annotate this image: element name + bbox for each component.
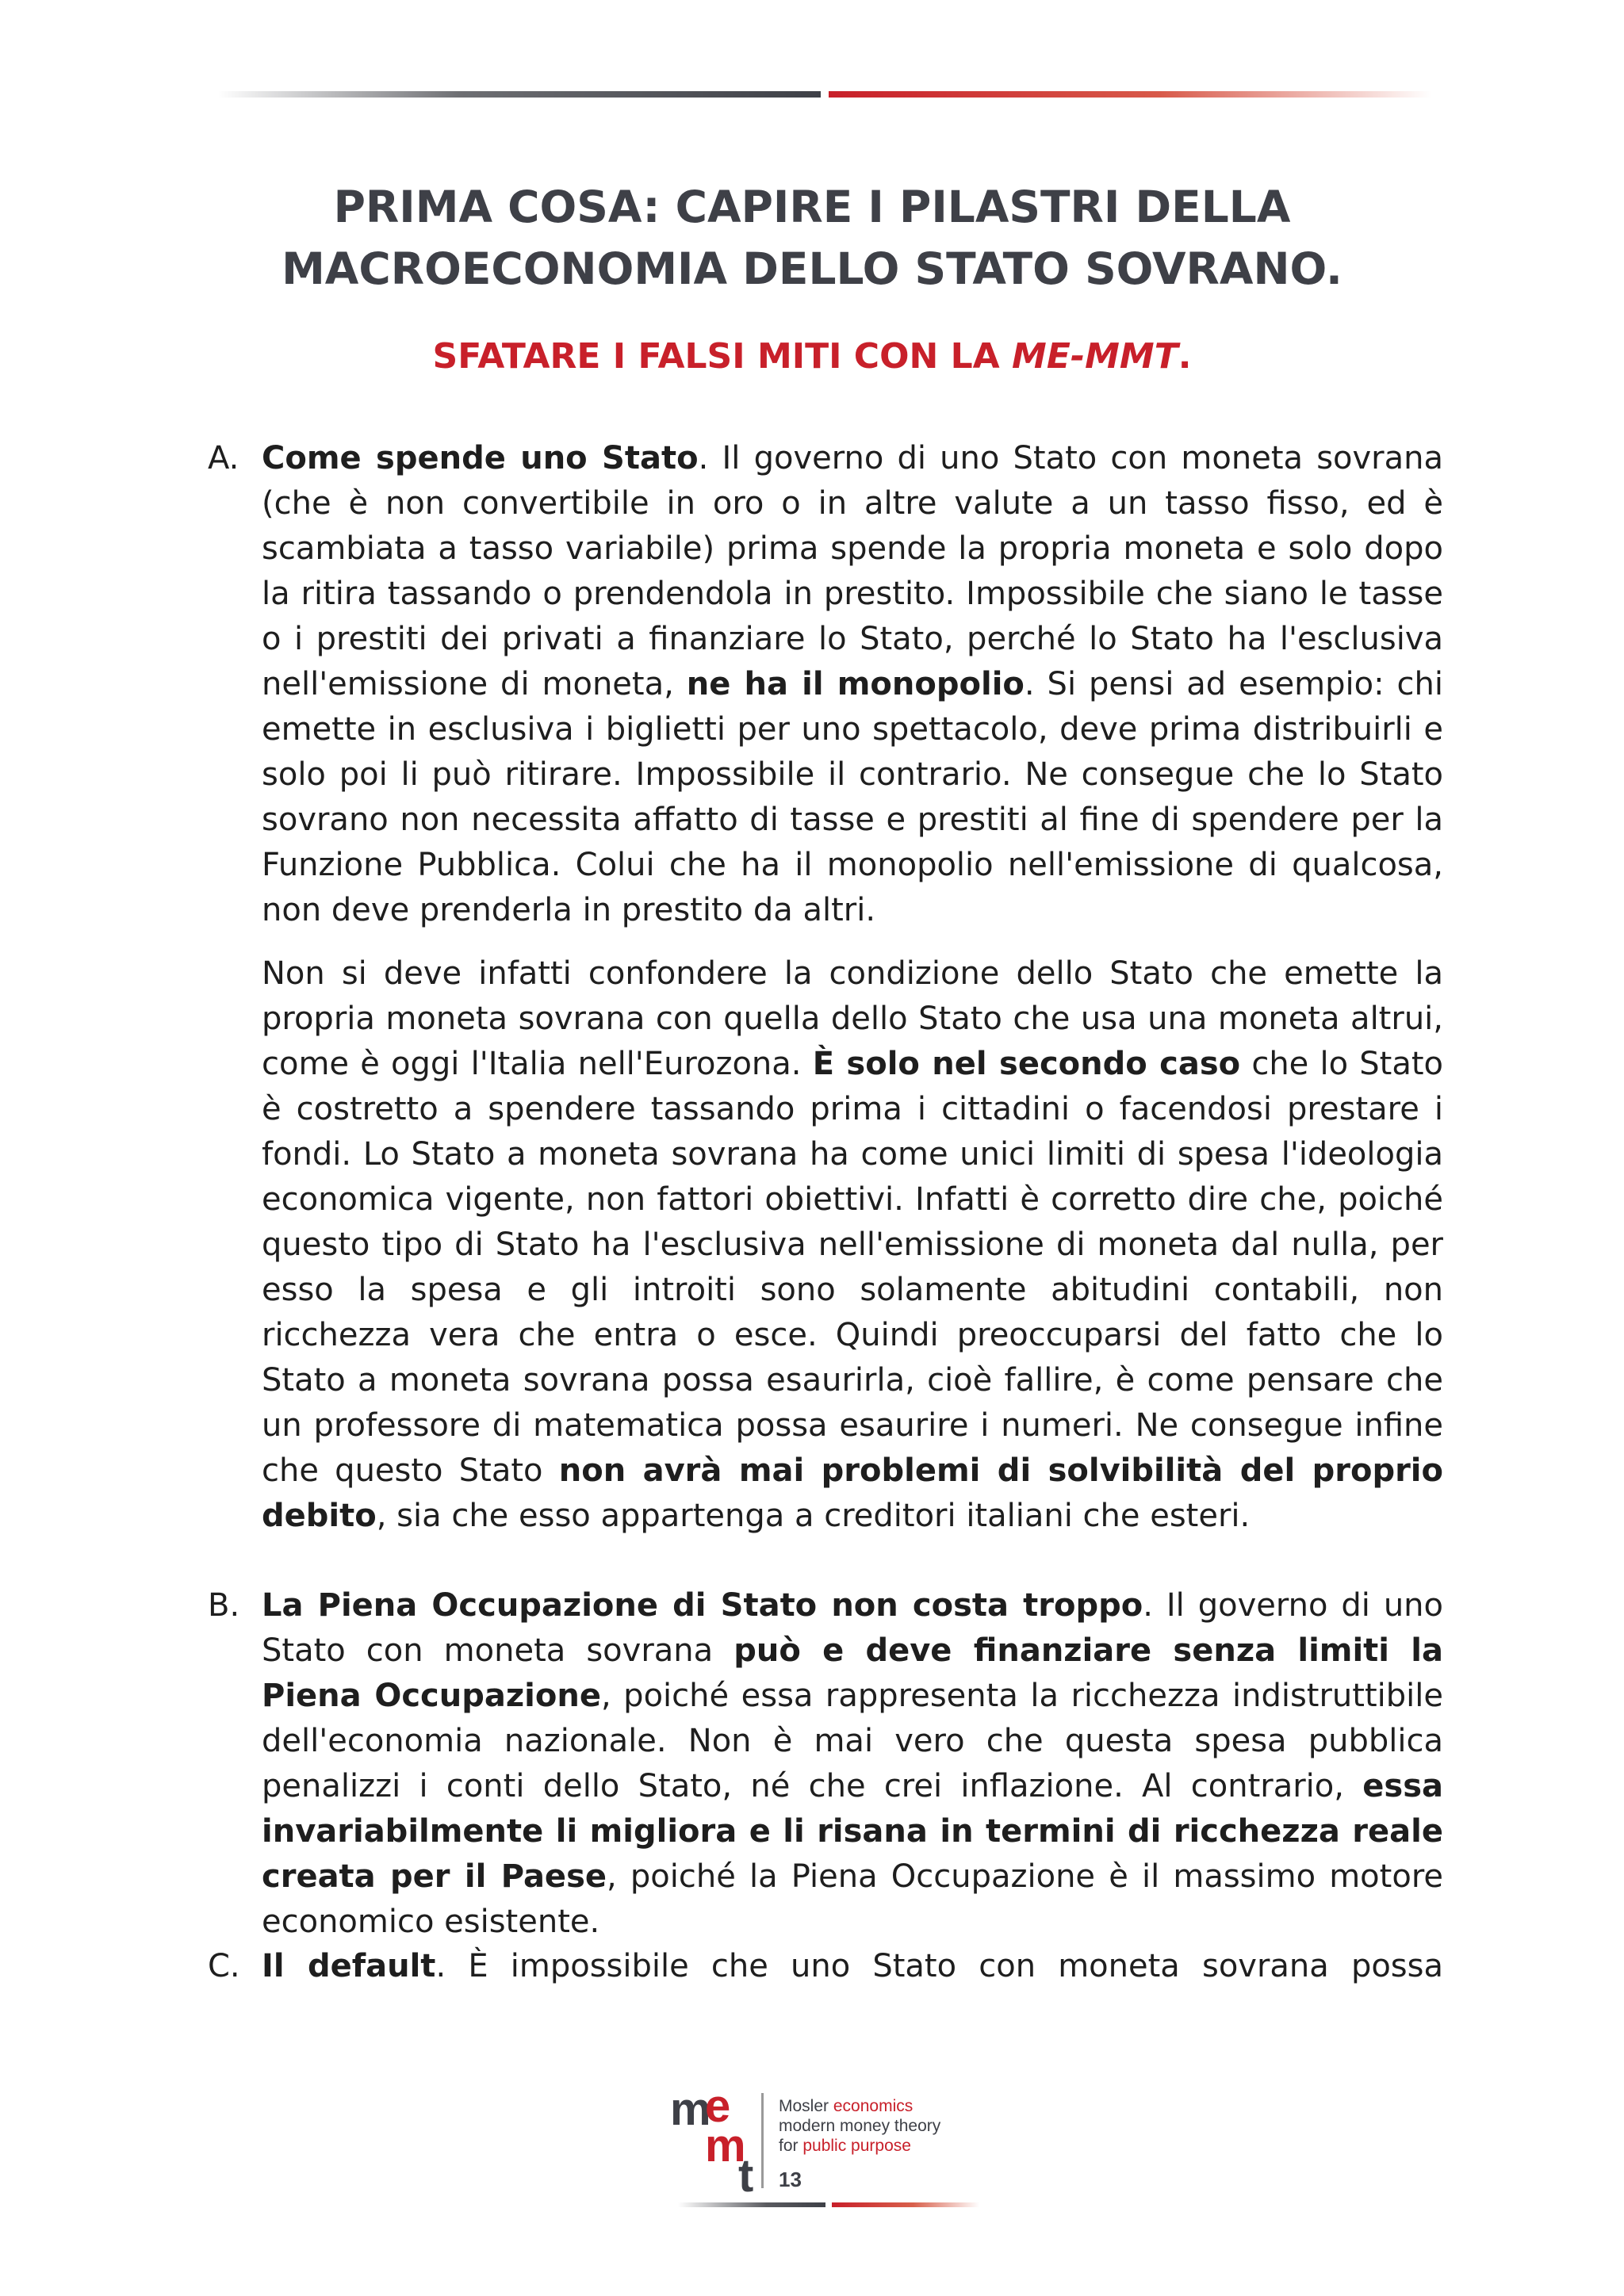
tagline-mosler: Mosler	[779, 2097, 833, 2115]
tagline-line-1	[779, 2096, 940, 2116]
memt-logo-icon	[670, 2076, 765, 2195]
top-rule-gray	[218, 91, 821, 98]
item-a-letter: A.	[208, 440, 239, 476]
item-c-letter: C.	[208, 1948, 240, 1984]
item-a-paragraph-2	[262, 951, 1443, 1539]
item-b-bold-1: può e deve finanziare senza limiti la Piena Occupazione	[262, 1632, 1443, 1714]
item-b-text-3: , poiché la Piena Occupazione è il massimo motore economico esistente.	[262, 1858, 1443, 1940]
footer	[670, 2076, 987, 2195]
item-a-p2-text-2: che lo Stato è costretto a spendere tassando prima i cittadini o facendosi prestare i fondi. Lo Stato a moneta sovrana ha come unici limiti di spesa l'ideologia economica vigente, non fattori obiettivi. Infatti è corretto dire che, poiché questo tipo di Stato ha l'esclusiva nell'emissione di moneta dal nulla, per esso la spesa e gli introiti sono solamente abitudini contabili, non ricchezza vera che entra o esce. Quindi preoccuparsi del fatto che lo Stato a moneta sovrana possa esaurirla, cioè fallire, è come pensare che un professore di matematica possa esaurire i numeri. Ne consegue infine che questo Stato	[262, 1046, 1443, 1489]
item-a-text-2: . Si pensi ad esempio: chi emette in esclusiva i biglietti per uno spettacolo, deve prima distribuirli e solo poi li può ritirare. Impossibile il contrario. Ne consegue che lo Stato sovrano non necessita affatto di tasse e prestiti al fine di spendere per la Funzione Pubblica. Colui che ha il monopolio nell'emissione di qualcosa, non deve prenderla in prestito da altri.	[262, 666, 1444, 928]
item-a-title: Come spende uno Stato	[262, 440, 699, 476]
item-b-bold-2: essa invariabilmente li migliora e li risana in termini di ricchezza reale creata per il Paese	[262, 1768, 1443, 1895]
item-b-letter: B.	[208, 1587, 240, 1624]
footer-tagline	[779, 2096, 940, 2156]
svg-text:t: t	[738, 2150, 754, 2195]
subtitle-suffix: .	[1178, 336, 1192, 377]
bottom-decorative-rule	[678, 2202, 979, 2207]
bottom-rule-red	[832, 2202, 979, 2207]
top-rule-red	[829, 91, 1431, 98]
tagline-for: for	[779, 2137, 803, 2155]
item-a-paragraph-1	[262, 436, 1443, 933]
top-decorative-rule	[218, 91, 1431, 98]
page-number: 13	[779, 2168, 802, 2191]
tagline-line-3	[779, 2136, 940, 2156]
title-line-2: MACROECONOMIA DELLO STATO SOVRANO.	[282, 243, 1342, 294]
tagline-public-purpose: public purpose	[802, 2137, 911, 2155]
page-subtitle	[119, 333, 1505, 381]
item-b-text-1: . Il governo di uno Stato con moneta sovrana	[262, 1587, 1443, 1669]
tagline-economics: economics	[833, 2097, 914, 2115]
item-c-paragraph	[262, 1944, 1443, 1989]
svg-text:m: m	[670, 2084, 711, 2135]
svg-text:m: m	[705, 2120, 746, 2172]
item-b-paragraph	[262, 1583, 1443, 1945]
page-title	[119, 176, 1505, 300]
subtitle-prefix: SFATARE I FALSI MITI CON LA	[432, 336, 1013, 377]
item-a-p2-bold-2: non avrà mai problemi di solvibilità del proprio debito	[262, 1452, 1443, 1534]
item-c-title: Il default	[262, 1948, 436, 1984]
svg-text:e: e	[705, 2080, 731, 2132]
item-a-text-1: . Il governo di uno Stato con moneta sovrana (che è non convertibile in oro o in altre valute a un tasso fisso, ed è scambiata a tasso variabile) prima spende la propria moneta e solo dopo la ritira tassando o prendendola in prestito. Impossibile che siano le tasse o i prestiti dei privati a finanziare lo Stato, perché lo Stato ha l'esclusiva nell'emissione di moneta,	[262, 440, 1444, 702]
bottom-rule-gray	[678, 2202, 825, 2207]
subtitle-italic: ME-MMT	[1012, 336, 1178, 377]
title-line-1: PRIMA COSA: CAPIRE I PILASTRI DELLA	[333, 182, 1291, 232]
item-a-p2-bold-1: È solo nel secondo caso	[812, 1046, 1241, 1082]
item-a-p2-text-3: , sia che esso appartenga a creditori italiani che esteri.	[376, 1498, 1251, 1534]
item-a-bold-1: ne ha il monopolio	[686, 666, 1025, 702]
item-c-text-1: . È impossibile che uno Stato con moneta sovrana possa	[435, 1948, 1443, 1984]
tagline-line-2: modern money theory	[779, 2117, 941, 2135]
footer-divider	[761, 2093, 764, 2188]
item-a-p2-text-1: Non si deve infatti confondere la condizione dello Stato che emette la propria moneta sovrana con quella dello Stato che usa una moneta altrui, come è oggi l'Italia nell'Eurozona.	[262, 955, 1443, 1082]
item-b-title: La Piena Occupazione di Stato non costa troppo	[262, 1587, 1143, 1624]
item-b-text-2: , poiché essa rappresenta la ricchezza indistruttibile dell'economia nazionale. Non è mai vero che questa spesa pubblica penalizzi i conti dello Stato, né che crei inflazione. Al contrario,	[262, 1678, 1443, 1804]
